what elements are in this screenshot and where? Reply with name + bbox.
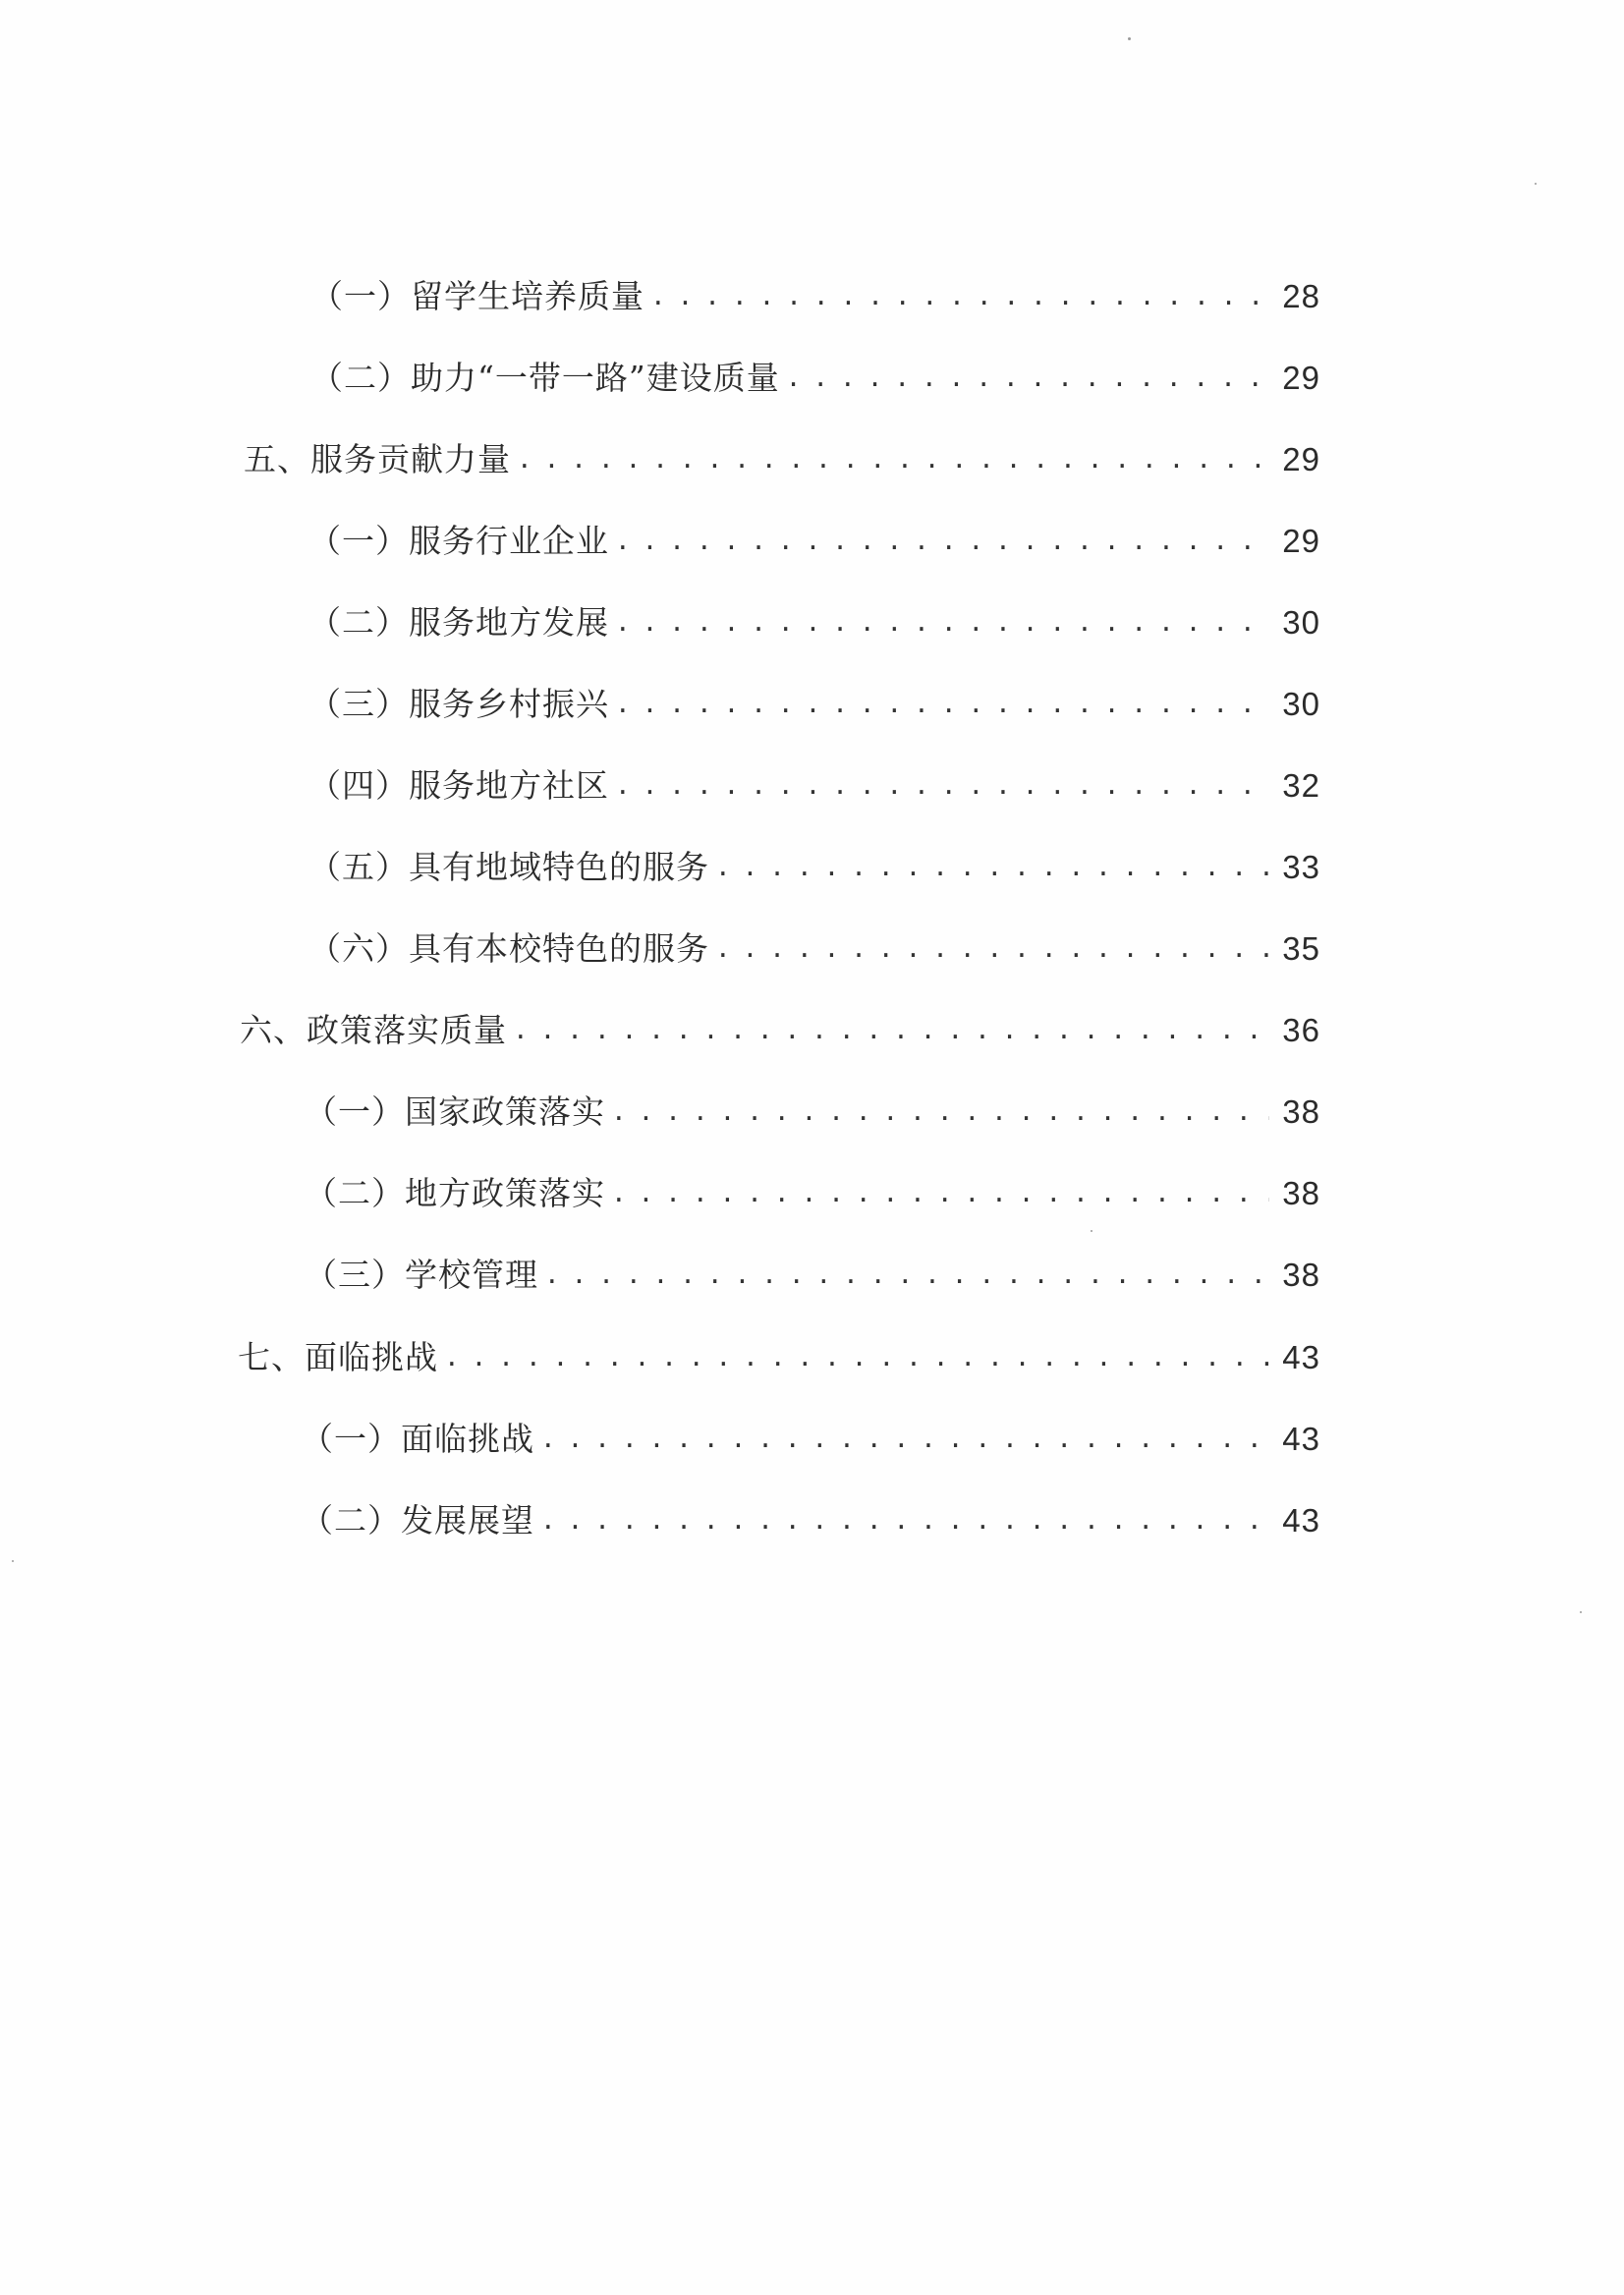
toc-entry-page: 30 — [1282, 604, 1320, 641]
toc-dot-leader — [611, 1174, 1269, 1213]
toc-entry-page: 30 — [1282, 686, 1320, 722]
toc-entry-title: （二）地方政策落实 — [305, 1174, 605, 1212]
toc-entry-title: （五）具有地域特色的服务 — [308, 848, 709, 886]
toc-entry-page: 28 — [1282, 278, 1320, 314]
toc-entry-title: （二）助力“一带一路”建设质量 — [310, 359, 780, 397]
toc-entry-page: 32 — [1282, 767, 1320, 804]
toc-dot-leader — [513, 1011, 1269, 1050]
toc-entry-page: 29 — [1282, 441, 1320, 477]
toc-entry[interactable] — [310, 257, 1320, 316]
toc-entry[interactable] — [301, 1482, 1320, 1540]
toc-entry[interactable] — [308, 584, 1320, 643]
toc-dot-leader — [540, 1501, 1269, 1540]
toc-entry-page: 29 — [1282, 523, 1320, 559]
toc-dot-leader — [615, 766, 1269, 806]
scan-speck — [1128, 37, 1131, 40]
toc-entry[interactable] — [308, 910, 1320, 969]
toc-entry-page: 38 — [1282, 1093, 1320, 1130]
toc-entry-page: 43 — [1282, 1339, 1320, 1375]
toc-entry-page: 43 — [1282, 1421, 1320, 1457]
toc-entry[interactable] — [301, 1400, 1320, 1459]
toc-entry-title: （一）国家政策落实 — [305, 1092, 605, 1131]
toc-dot-leader — [444, 1338, 1269, 1377]
toc-entry-page: 33 — [1282, 849, 1320, 885]
toc-dot-leader — [615, 603, 1269, 643]
toc-entry-page: 29 — [1282, 360, 1320, 396]
toc-dot-leader — [715, 848, 1269, 887]
toc-entry-title: （四）服务地方社区 — [308, 766, 609, 805]
scan-speck — [1580, 1611, 1582, 1613]
toc-entry[interactable] — [308, 665, 1320, 724]
toc-entry-title: （一）面临挑战 — [301, 1420, 534, 1458]
toc-dot-leader — [611, 1092, 1269, 1132]
toc-dot-leader — [786, 359, 1269, 398]
toc-entry[interactable] — [310, 339, 1320, 398]
toc-dot-leader — [650, 277, 1269, 316]
toc-entry-page: 35 — [1282, 930, 1320, 967]
scan-speck — [12, 1560, 14, 1562]
scan-speck — [1535, 183, 1537, 185]
toc-entry[interactable] — [308, 747, 1320, 806]
toc-entry-title: （三）服务乡村振兴 — [308, 685, 609, 723]
toc-entry-page: 43 — [1282, 1502, 1320, 1539]
scan-speck — [1091, 1230, 1092, 1232]
toc-dot-leader — [615, 685, 1269, 724]
toc-entry-page: 36 — [1282, 1012, 1320, 1048]
toc-entry[interactable] — [244, 420, 1320, 479]
toc-dot-leader — [615, 522, 1269, 561]
toc-entry-page: 38 — [1282, 1257, 1320, 1293]
toc-entry-title: （一）服务行业企业 — [308, 522, 609, 560]
toc-dot-leader — [544, 1256, 1269, 1295]
toc-entry[interactable] — [305, 1236, 1320, 1295]
toc-entry-page: 38 — [1282, 1175, 1320, 1211]
toc-entry-title: 五、服务贡献力量 — [244, 440, 511, 478]
toc-entry-title: （二）发展展望 — [301, 1501, 534, 1539]
toc-entry[interactable] — [240, 991, 1320, 1050]
toc-entry[interactable] — [308, 502, 1320, 561]
toc-entry-title: （二）服务地方发展 — [308, 603, 609, 642]
toc-dot-leader — [540, 1420, 1269, 1459]
toc-dot-leader — [715, 929, 1269, 969]
toc-entry-title: （一）留学生培养质量 — [310, 277, 644, 315]
toc-entry-title: 七、面临挑战 — [238, 1338, 438, 1376]
toc-dot-leader — [517, 440, 1269, 479]
toc-entry[interactable] — [305, 1154, 1320, 1213]
toc-entry-title: 六、政策落实质量 — [240, 1011, 507, 1049]
toc-entry-title: （三）学校管理 — [305, 1256, 538, 1294]
toc-entry[interactable] — [238, 1318, 1320, 1377]
toc-entry-title: （六）具有本校特色的服务 — [308, 929, 709, 968]
toc-entry[interactable] — [308, 828, 1320, 887]
toc-entry[interactable] — [305, 1073, 1320, 1132]
